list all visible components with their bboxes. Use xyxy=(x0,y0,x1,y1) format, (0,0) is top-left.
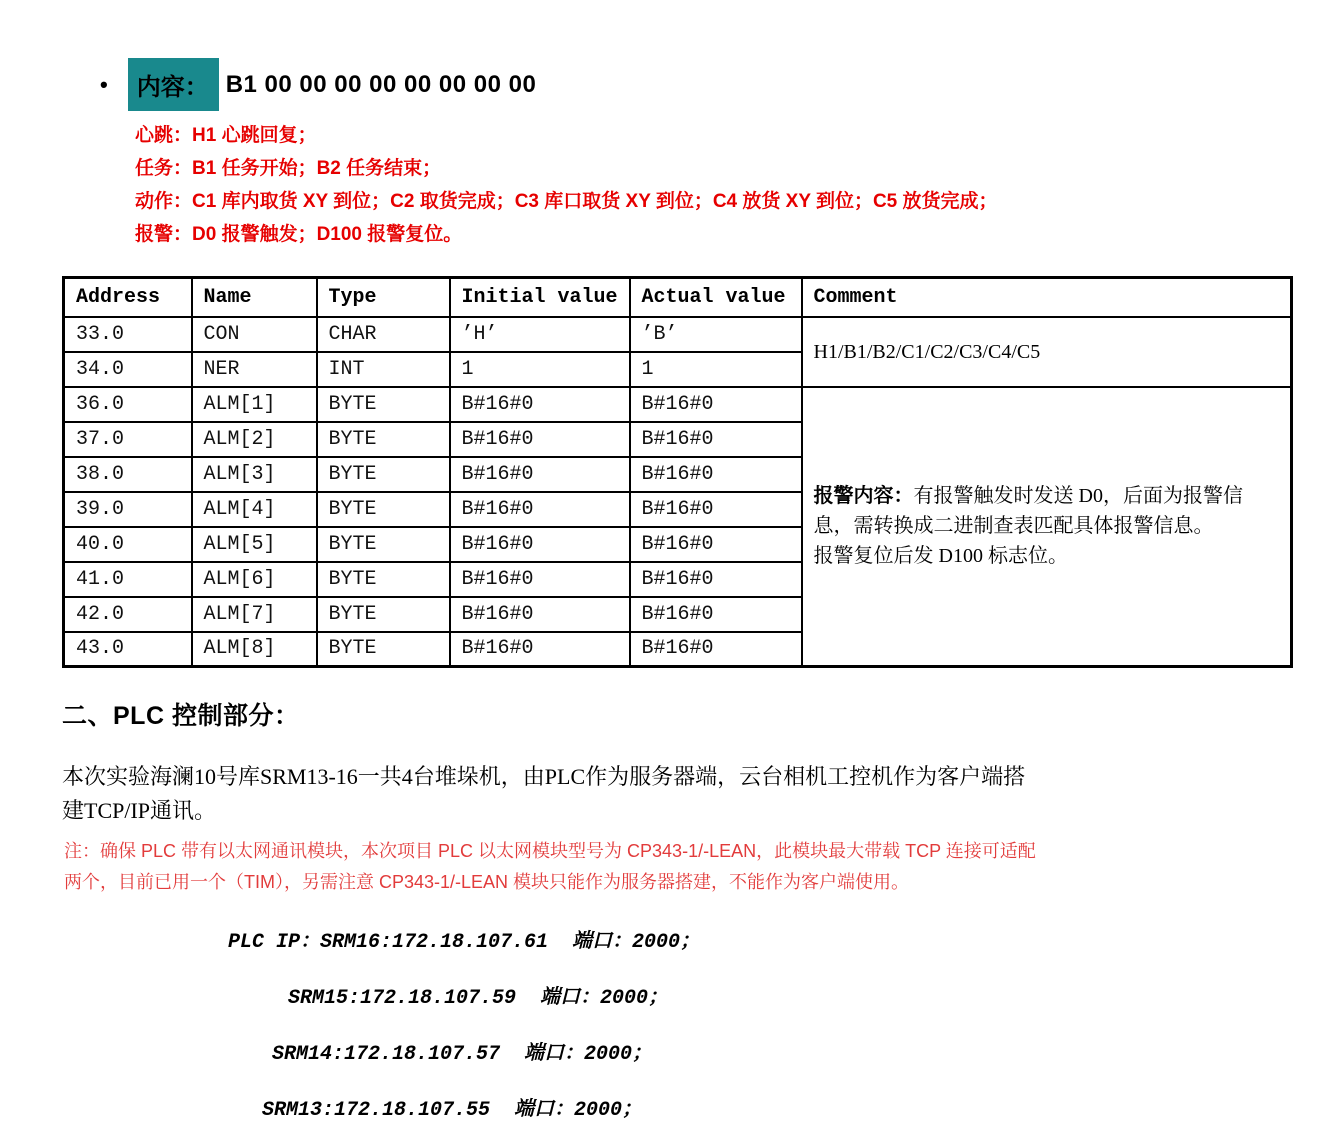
bullet-marker: • xyxy=(100,71,108,97)
table-cell: CON xyxy=(192,317,317,352)
table-cell: B#16#0 xyxy=(450,457,630,492)
table-cell: ’B’ xyxy=(630,317,802,352)
table-cell: ALM[4] xyxy=(192,492,317,527)
table-cell: ALM[1] xyxy=(192,387,317,422)
table-cell: B#16#0 xyxy=(630,457,802,492)
table-cell: B#16#0 xyxy=(450,387,630,422)
table-cell: 1 xyxy=(450,352,630,387)
plc-ip-line: PLC IP：SRM16:172.18.107.61 端口：2000； xyxy=(228,931,701,954)
table-cell: BYTE xyxy=(317,632,450,667)
table-cell: 38.0 xyxy=(64,457,192,492)
table-cell: ALM[3] xyxy=(192,457,317,492)
table-cell: BYTE xyxy=(317,562,450,597)
column-header: Actual value xyxy=(630,278,802,317)
plc-ip-line: SRM13:172.18.107.55 端口：2000； xyxy=(262,1099,643,1122)
paragraph-line: 建TCP/IP通讯。 xyxy=(62,798,217,823)
table-cell: B#16#0 xyxy=(450,632,630,667)
table-cell: B#16#0 xyxy=(450,527,630,562)
table-cell: B#16#0 xyxy=(630,492,802,527)
comment-label: 报警内容： xyxy=(813,485,914,508)
table-cell: 34.0 xyxy=(64,352,192,387)
column-header: Name xyxy=(192,278,317,317)
content-headline xyxy=(100,0,1344,111)
message-bytes: B1 00 00 00 00 00 00 00 00 xyxy=(225,70,537,98)
table-cell: 41.0 xyxy=(64,562,192,597)
table-cell: ALM[2] xyxy=(192,422,317,457)
table-cell: ALM[6] xyxy=(192,562,317,597)
column-header: Address xyxy=(64,278,192,317)
table-cell: 1 xyxy=(630,352,802,387)
table-cell: BYTE xyxy=(317,492,450,527)
table-row xyxy=(64,317,1292,352)
table-cell: CHAR xyxy=(317,317,450,352)
table-cell: B#16#0 xyxy=(630,632,802,667)
table-row xyxy=(64,387,1292,422)
table-cell: 43.0 xyxy=(64,632,192,667)
protocol-note-line: 报警：D0 报警触发；D100 报警复位。 xyxy=(135,224,463,245)
table-cell: ALM[7] xyxy=(192,597,317,632)
table-cell: INT xyxy=(317,352,450,387)
plc-ip-line: SRM14:172.18.107.57 端口：2000； xyxy=(272,1043,653,1066)
table-cell: BYTE xyxy=(317,422,450,457)
table-cell: 36.0 xyxy=(64,387,192,422)
table-cell: ALM[8] xyxy=(192,632,317,667)
protocol-note-line: 动作：C1 库内取货 XY 到位；C2 取货完成；C3 库口取货 XY 到位；C4 放货 XY 到位；C5 放货完成； xyxy=(135,191,998,212)
table-cell: ALM[5] xyxy=(192,527,317,562)
table-header xyxy=(64,278,1292,317)
table-cell: B#16#0 xyxy=(450,492,630,527)
column-header: Type xyxy=(317,278,450,317)
table-cell: B#16#0 xyxy=(450,422,630,457)
column-header: Comment xyxy=(802,278,1292,317)
table-cell: BYTE xyxy=(317,457,450,492)
table-cell: 33.0 xyxy=(64,317,192,352)
protocol-notes xyxy=(135,119,1344,251)
red-note xyxy=(64,836,1344,898)
column-header: Initial value xyxy=(450,278,630,317)
table-cell: 40.0 xyxy=(64,527,192,562)
table-cell: B#16#0 xyxy=(630,422,802,457)
table-cell: 42.0 xyxy=(64,597,192,632)
table-cell: ’H’ xyxy=(450,317,630,352)
highlight-label: 内容： xyxy=(128,58,219,111)
table-cell: 39.0 xyxy=(64,492,192,527)
table-cell: B#16#0 xyxy=(630,562,802,597)
table-cell: BYTE xyxy=(317,387,450,422)
table-cell: B#16#0 xyxy=(450,597,630,632)
section-heading: 二、PLC 控制部分： xyxy=(62,702,300,730)
body-paragraph xyxy=(62,760,1344,828)
variable-table xyxy=(62,276,1293,668)
protocol-note-line: 任务：B1 任务开始；B2 任务结束； xyxy=(135,158,442,179)
comment-cell: H1/B1/B2/C1/C2/C3/C4/C5 xyxy=(802,317,1292,387)
table-cell: BYTE xyxy=(317,527,450,562)
table-cell: NER xyxy=(192,352,317,387)
comment-cell: 报警内容：有报警触发时发送 D0，后面为报警信息，需转换成二进制查表匹配具体报警信息。 报警复位后发 D100 标志位。 xyxy=(802,387,1292,667)
plc-ip-line: SRM15:172.18.107.59 端口：2000； xyxy=(288,987,669,1010)
plc-ip-list xyxy=(0,924,1344,1122)
note-line: 注：确保 PLC 带有以太网通讯模块，本次项目 PLC 以太网模块型号为 CP343-1/-LEAN，此模块最大带载 TCP 连接可适配 xyxy=(64,841,1036,861)
table-cell: BYTE xyxy=(317,597,450,632)
note-line: 两个，目前已用一个（TIM），另需注意 CP343-1/-LEAN 模块只能作为服务器搭建，不能作为客户端使用。 xyxy=(64,872,910,892)
paragraph-line: 本次实验海澜10号库SRM13-16一共4台堆垛机，由PLC作为服务器端，云台相机工控机作为客户端搭 xyxy=(62,764,1026,789)
table-cell: B#16#0 xyxy=(630,387,802,422)
table-cell: B#16#0 xyxy=(630,597,802,632)
table-cell: 37.0 xyxy=(64,422,192,457)
protocol-note-line: 心跳：H1 心跳回复； xyxy=(135,125,317,146)
table-cell: B#16#0 xyxy=(450,562,630,597)
table-cell: B#16#0 xyxy=(630,527,802,562)
table-body xyxy=(64,317,1292,667)
